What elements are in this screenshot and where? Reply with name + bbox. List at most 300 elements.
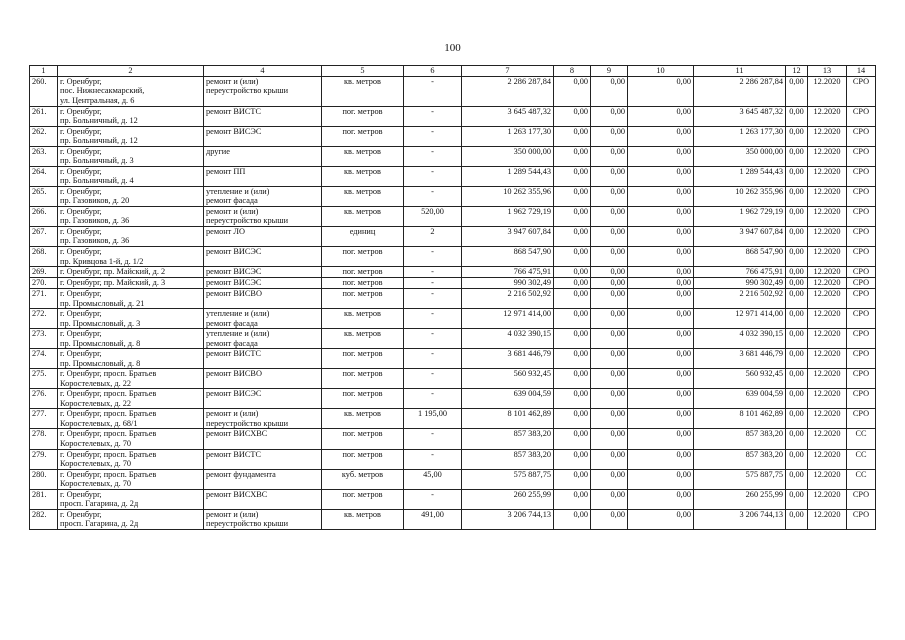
column-header-14: 14 [847,66,876,77]
cell-address: г. Оренбург, просп. Братьев Коростелевых, д. 70 [58,469,204,489]
cell-fund-federal: 0,00 [554,146,591,166]
cell-deadline: 12.2020 [808,76,847,106]
cell-total-cost: 1 289 544,43 [462,166,554,186]
cell-address: г. Оренбург, пр. Газовиков, д. 36 [58,226,204,246]
table-row [30,329,876,349]
cell-fund-owners: 3 645 487,32 [694,106,786,126]
cell-unit: пог. метров [322,278,404,289]
table-row [30,126,876,146]
cell-row-number: 270. [30,278,58,289]
cell-fund-regional: 0,00 [591,469,628,489]
cell-address: г. Оренбург, просп. Братьев Коростелевых, д. 22 [58,389,204,409]
table-row [30,469,876,489]
cell-unit: пог. метров [322,449,404,469]
table-header [30,66,876,77]
column-header-2: 2 [58,66,204,77]
cell-row-number: 262. [30,126,58,146]
cell-work-type: ремонт ВИСВО [204,289,322,309]
cell-row-number: 272. [30,309,58,329]
cell-work-type: утепление и (или) ремонт фасада [204,309,322,329]
cell-fund-federal: 0,00 [554,429,591,449]
cell-fund-method: СРО [847,76,876,106]
cell-address: г. Оренбург, пр. Промысловый, д. 21 [58,289,204,309]
cell-address: г. Оренбург, просп. Братьев Коростелевых, д. 22 [58,369,204,389]
cell-work-type: ремонт ВИСТС [204,449,322,469]
cell-unit: пог. метров [322,126,404,146]
cell-fund-regional: 0,00 [591,309,628,329]
cell-fund-regional: 0,00 [591,278,628,289]
cell-fund-local: 0,00 [628,369,694,389]
cell-fund-owners: 575 887,75 [694,469,786,489]
cell-unit: пог. метров [322,106,404,126]
cell-fund-owners: 2 216 502,92 [694,289,786,309]
cell-fund-local: 0,00 [628,267,694,278]
cell-fund-regional: 0,00 [591,349,628,369]
cell-fund-owners: 12 971 414,00 [694,309,786,329]
cell-specific-cost: 0,00 [786,389,808,409]
cell-fund-regional: 0,00 [591,186,628,206]
cell-volume: 45,00 [404,469,462,489]
cell-fund-federal: 0,00 [554,469,591,489]
cell-deadline: 12.2020 [808,469,847,489]
cell-fund-local: 0,00 [628,206,694,226]
cell-fund-federal: 0,00 [554,246,591,266]
cell-specific-cost: 0,00 [786,309,808,329]
table-row [30,226,876,246]
cell-total-cost: 2 286 287,84 [462,76,554,106]
cell-fund-owners: 766 475,91 [694,267,786,278]
cell-address: г. Оренбург, просп. Гагарина, д. 2д [58,489,204,509]
cell-address: г. Оренбург, просп. Гагарина, д. 2д [58,509,204,529]
cell-deadline: 12.2020 [808,509,847,529]
cell-total-cost: 560 932,45 [462,369,554,389]
cell-row-number: 261. [30,106,58,126]
repair-schedule-table [29,65,876,530]
cell-total-cost: 868 547,90 [462,246,554,266]
cell-row-number: 277. [30,409,58,429]
column-header-12: 12 [786,66,808,77]
cell-unit: единиц [322,226,404,246]
cell-fund-federal: 0,00 [554,267,591,278]
cell-fund-local: 0,00 [628,329,694,349]
cell-deadline: 12.2020 [808,409,847,429]
cell-address: г. Оренбург, пр. Майский, д. 2 [58,267,204,278]
cell-specific-cost: 0,00 [786,146,808,166]
cell-specific-cost: 0,00 [786,349,808,369]
column-header-10: 10 [628,66,694,77]
cell-volume: - [404,186,462,206]
cell-deadline: 12.2020 [808,309,847,329]
column-header-8: 8 [554,66,591,77]
cell-unit: куб. метров [322,469,404,489]
cell-row-number: 271. [30,289,58,309]
cell-fund-method: СС [847,469,876,489]
table-row [30,267,876,278]
cell-total-cost: 1 962 729,19 [462,206,554,226]
cell-total-cost: 857 383,20 [462,449,554,469]
cell-row-number: 276. [30,389,58,409]
cell-fund-federal: 0,00 [554,289,591,309]
cell-fund-local: 0,00 [628,409,694,429]
cell-fund-federal: 0,00 [554,76,591,106]
cell-fund-local: 0,00 [628,186,694,206]
cell-work-type: ремонт ВИСХВС [204,489,322,509]
table-row [30,509,876,529]
cell-deadline: 12.2020 [808,186,847,206]
cell-row-number: 279. [30,449,58,469]
cell-fund-regional: 0,00 [591,206,628,226]
cell-unit: кв. метров [322,309,404,329]
cell-fund-method: СРО [847,278,876,289]
cell-fund-federal: 0,00 [554,309,591,329]
cell-fund-method: СРО [847,146,876,166]
cell-fund-federal: 0,00 [554,226,591,246]
cell-fund-federal: 0,00 [554,186,591,206]
cell-specific-cost: 0,00 [786,186,808,206]
cell-fund-local: 0,00 [628,146,694,166]
cell-work-type: ремонт ВИСЭС [204,126,322,146]
cell-fund-federal: 0,00 [554,206,591,226]
cell-fund-method: СРО [847,106,876,126]
cell-fund-local: 0,00 [628,309,694,329]
cell-unit: кв. метров [322,166,404,186]
cell-specific-cost: 0,00 [786,449,808,469]
table-row [30,146,876,166]
cell-fund-local: 0,00 [628,389,694,409]
cell-fund-method: СРО [847,289,876,309]
cell-row-number: 280. [30,469,58,489]
cell-work-type: ремонт ЛО [204,226,322,246]
cell-specific-cost: 0,00 [786,126,808,146]
column-header-13: 13 [808,66,847,77]
cell-total-cost: 350 000,00 [462,146,554,166]
cell-address: г. Оренбург, пр. Больничный, д. 4 [58,166,204,186]
cell-work-type: ремонт и (или) переустройство крыши [204,409,322,429]
cell-total-cost: 3 947 607,84 [462,226,554,246]
cell-deadline: 12.2020 [808,489,847,509]
cell-volume: - [404,329,462,349]
cell-fund-method: СРО [847,246,876,266]
cell-row-number: 263. [30,146,58,166]
cell-deadline: 12.2020 [808,146,847,166]
cell-fund-regional: 0,00 [591,166,628,186]
cell-specific-cost: 0,00 [786,289,808,309]
cell-specific-cost: 0,00 [786,267,808,278]
cell-fund-owners: 10 262 355,96 [694,186,786,206]
cell-row-number: 264. [30,166,58,186]
cell-work-type: другие [204,146,322,166]
table-row [30,389,876,409]
cell-fund-federal: 0,00 [554,126,591,146]
cell-unit: кв. метров [322,329,404,349]
cell-fund-regional: 0,00 [591,449,628,469]
cell-fund-owners: 857 383,20 [694,449,786,469]
cell-volume: - [404,76,462,106]
cell-fund-method: СРО [847,206,876,226]
cell-fund-regional: 0,00 [591,409,628,429]
cell-row-number: 267. [30,226,58,246]
cell-address: г. Оренбург, пр. Больничный, д. 3 [58,146,204,166]
cell-work-type: ремонт ВИСХВС [204,429,322,449]
cell-deadline: 12.2020 [808,267,847,278]
cell-volume: - [404,166,462,186]
cell-unit: пог. метров [322,349,404,369]
cell-fund-regional: 0,00 [591,76,628,106]
cell-fund-regional: 0,00 [591,289,628,309]
cell-fund-federal: 0,00 [554,369,591,389]
cell-address: г. Оренбург, пр. Промысловый, д. 8 [58,329,204,349]
cell-unit: пог. метров [322,369,404,389]
table-row [30,186,876,206]
cell-unit: кв. метров [322,146,404,166]
cell-fund-method: СРО [847,389,876,409]
cell-total-cost: 3 645 487,32 [462,106,554,126]
cell-address: г. Оренбург, просп. Братьев Коростелевых, д. 70 [58,429,204,449]
cell-total-cost: 766 475,91 [462,267,554,278]
cell-fund-federal: 0,00 [554,389,591,409]
cell-fund-regional: 0,00 [591,389,628,409]
cell-deadline: 12.2020 [808,166,847,186]
cell-fund-regional: 0,00 [591,246,628,266]
cell-fund-local: 0,00 [628,429,694,449]
cell-volume: 2 [404,226,462,246]
cell-fund-regional: 0,00 [591,429,628,449]
cell-fund-regional: 0,00 [591,106,628,126]
cell-specific-cost: 0,00 [786,489,808,509]
cell-work-type: ремонт ВИСЭС [204,278,322,289]
cell-volume: - [404,349,462,369]
cell-fund-local: 0,00 [628,349,694,369]
cell-fund-owners: 1 263 177,30 [694,126,786,146]
column-header-4: 4 [204,66,322,77]
cell-work-type: ремонт ВИСТС [204,349,322,369]
cell-fund-federal: 0,00 [554,166,591,186]
cell-address: г. Оренбург, пр. Больничный, д. 12 [58,126,204,146]
cell-work-type: ремонт ВИСЭС [204,267,322,278]
cell-work-type: ремонт и (или) переустройство крыши [204,76,322,106]
cell-deadline: 12.2020 [808,429,847,449]
cell-address: г. Оренбург, пр. Промысловый, д. 8 [58,349,204,369]
cell-fund-method: СРО [847,369,876,389]
cell-work-type: ремонт ВИСЭС [204,246,322,266]
cell-fund-owners: 868 547,90 [694,246,786,266]
cell-fund-method: СРО [847,126,876,146]
cell-specific-cost: 0,00 [786,206,808,226]
cell-unit: пог. метров [322,429,404,449]
cell-fund-method: СРО [847,267,876,278]
cell-work-type: ремонт ВИСТС [204,106,322,126]
cell-unit: пог. метров [322,389,404,409]
cell-unit: кв. метров [322,409,404,429]
cell-address: г. Оренбург, пр. Газовиков, д. 20 [58,186,204,206]
cell-unit: пог. метров [322,489,404,509]
cell-fund-method: СРО [847,509,876,529]
cell-fund-regional: 0,00 [591,369,628,389]
cell-total-cost: 12 971 414,00 [462,309,554,329]
cell-total-cost: 639 004,59 [462,389,554,409]
cell-fund-method: СРО [847,166,876,186]
table-row [30,489,876,509]
header-row [30,66,876,77]
table-row [30,278,876,289]
cell-fund-owners: 3 681 446,79 [694,349,786,369]
cell-fund-local: 0,00 [628,278,694,289]
cell-address: г. Оренбург, пос. Нижнесакмарский, ул. Центральная, д. 6 [58,76,204,106]
cell-fund-federal: 0,00 [554,489,591,509]
cell-total-cost: 10 262 355,96 [462,186,554,206]
cell-address: г. Оренбург, пр. Больничный, д. 12 [58,106,204,126]
cell-volume: - [404,106,462,126]
cell-specific-cost: 0,00 [786,469,808,489]
table-row [30,106,876,126]
cell-volume: 1 195,00 [404,409,462,429]
cell-volume: - [404,309,462,329]
cell-row-number: 269. [30,267,58,278]
column-header-7: 7 [462,66,554,77]
table-body [30,76,876,529]
cell-row-number: 282. [30,509,58,529]
cell-volume: - [404,429,462,449]
cell-row-number: 268. [30,246,58,266]
cell-fund-federal: 0,00 [554,329,591,349]
cell-fund-owners: 260 255,99 [694,489,786,509]
cell-fund-regional: 0,00 [591,509,628,529]
cell-total-cost: 8 101 462,89 [462,409,554,429]
cell-address: г. Оренбург, пр. Майский, д. 3 [58,278,204,289]
cell-fund-owners: 560 932,45 [694,369,786,389]
cell-fund-method: СРО [847,186,876,206]
cell-deadline: 12.2020 [808,389,847,409]
cell-total-cost: 990 302,49 [462,278,554,289]
cell-deadline: 12.2020 [808,106,847,126]
cell-work-type: ремонт и (или) переустройство крыши [204,509,322,529]
cell-volume: 491,00 [404,509,462,529]
cell-volume: - [404,389,462,409]
cell-work-type: утепление и (или) ремонт фасада [204,329,322,349]
cell-specific-cost: 0,00 [786,106,808,126]
table-row [30,309,876,329]
table-row [30,246,876,266]
cell-unit: кв. метров [322,186,404,206]
cell-unit: пог. метров [322,267,404,278]
cell-specific-cost: 0,00 [786,166,808,186]
cell-row-number: 265. [30,186,58,206]
cell-total-cost: 1 263 177,30 [462,126,554,146]
cell-deadline: 12.2020 [808,246,847,266]
cell-fund-method: СС [847,429,876,449]
cell-fund-local: 0,00 [628,246,694,266]
cell-fund-owners: 1 289 544,43 [694,166,786,186]
cell-specific-cost: 0,00 [786,278,808,289]
cell-fund-regional: 0,00 [591,226,628,246]
table-row [30,369,876,389]
cell-specific-cost: 0,00 [786,246,808,266]
cell-fund-local: 0,00 [628,509,694,529]
cell-fund-method: СРО [847,329,876,349]
cell-volume: - [404,289,462,309]
cell-unit: пог. метров [322,289,404,309]
cell-work-type: ремонт и (или) переустройство крыши [204,206,322,226]
column-header-1: 1 [30,66,58,77]
cell-row-number: 274. [30,349,58,369]
cell-fund-local: 0,00 [628,489,694,509]
cell-fund-method: СРО [847,309,876,329]
cell-specific-cost: 0,00 [786,329,808,349]
cell-specific-cost: 0,00 [786,76,808,106]
cell-fund-local: 0,00 [628,126,694,146]
cell-volume: - [404,278,462,289]
cell-specific-cost: 0,00 [786,226,808,246]
cell-fund-owners: 3 206 744,13 [694,509,786,529]
column-header-6: 6 [404,66,462,77]
cell-total-cost: 260 255,99 [462,489,554,509]
cell-fund-regional: 0,00 [591,329,628,349]
cell-deadline: 12.2020 [808,278,847,289]
cell-deadline: 12.2020 [808,369,847,389]
cell-volume: - [404,126,462,146]
cell-volume: - [404,267,462,278]
cell-work-type: ремонт ПП [204,166,322,186]
cell-unit: кв. метров [322,76,404,106]
cell-row-number: 266. [30,206,58,226]
cell-volume: - [404,146,462,166]
cell-fund-regional: 0,00 [591,267,628,278]
cell-address: г. Оренбург, пр. Промысловый, д. 3 [58,309,204,329]
cell-work-type: ремонт фундамента [204,469,322,489]
cell-unit: кв. метров [322,509,404,529]
cell-fund-federal: 0,00 [554,509,591,529]
cell-deadline: 12.2020 [808,449,847,469]
page-number: 100 [444,42,461,54]
cell-fund-owners: 4 032 390,15 [694,329,786,349]
cell-specific-cost: 0,00 [786,409,808,429]
cell-fund-owners: 990 302,49 [694,278,786,289]
cell-row-number: 260. [30,76,58,106]
table-row [30,76,876,106]
cell-volume: - [404,246,462,266]
cell-fund-local: 0,00 [628,469,694,489]
column-header-11: 11 [694,66,786,77]
cell-address: г. Оренбург, просп. Братьев Коростелевых, д. 70 [58,449,204,469]
cell-work-type: утепление и (или) ремонт фасада [204,186,322,206]
cell-total-cost: 857 383,20 [462,429,554,449]
table-row [30,349,876,369]
cell-fund-local: 0,00 [628,449,694,469]
table-row [30,289,876,309]
cell-deadline: 12.2020 [808,206,847,226]
cell-fund-owners: 3 947 607,84 [694,226,786,246]
cell-fund-local: 0,00 [628,166,694,186]
cell-deadline: 12.2020 [808,289,847,309]
cell-volume: 520,00 [404,206,462,226]
column-header-5: 5 [322,66,404,77]
cell-fund-method: СРО [847,489,876,509]
cell-fund-local: 0,00 [628,76,694,106]
cell-row-number: 275. [30,369,58,389]
table-row [30,206,876,226]
table-row [30,409,876,429]
cell-fund-owners: 857 383,20 [694,429,786,449]
cell-total-cost: 575 887,75 [462,469,554,489]
cell-fund-federal: 0,00 [554,349,591,369]
cell-total-cost: 3 681 446,79 [462,349,554,369]
cell-fund-owners: 639 004,59 [694,389,786,409]
cell-address: г. Оренбург, пр. Кривцова 1-й, д. 1/2 [58,246,204,266]
cell-fund-method: СРО [847,409,876,429]
cell-fund-regional: 0,00 [591,126,628,146]
cell-work-type: ремонт ВИСЭС [204,389,322,409]
cell-total-cost: 2 216 502,92 [462,289,554,309]
